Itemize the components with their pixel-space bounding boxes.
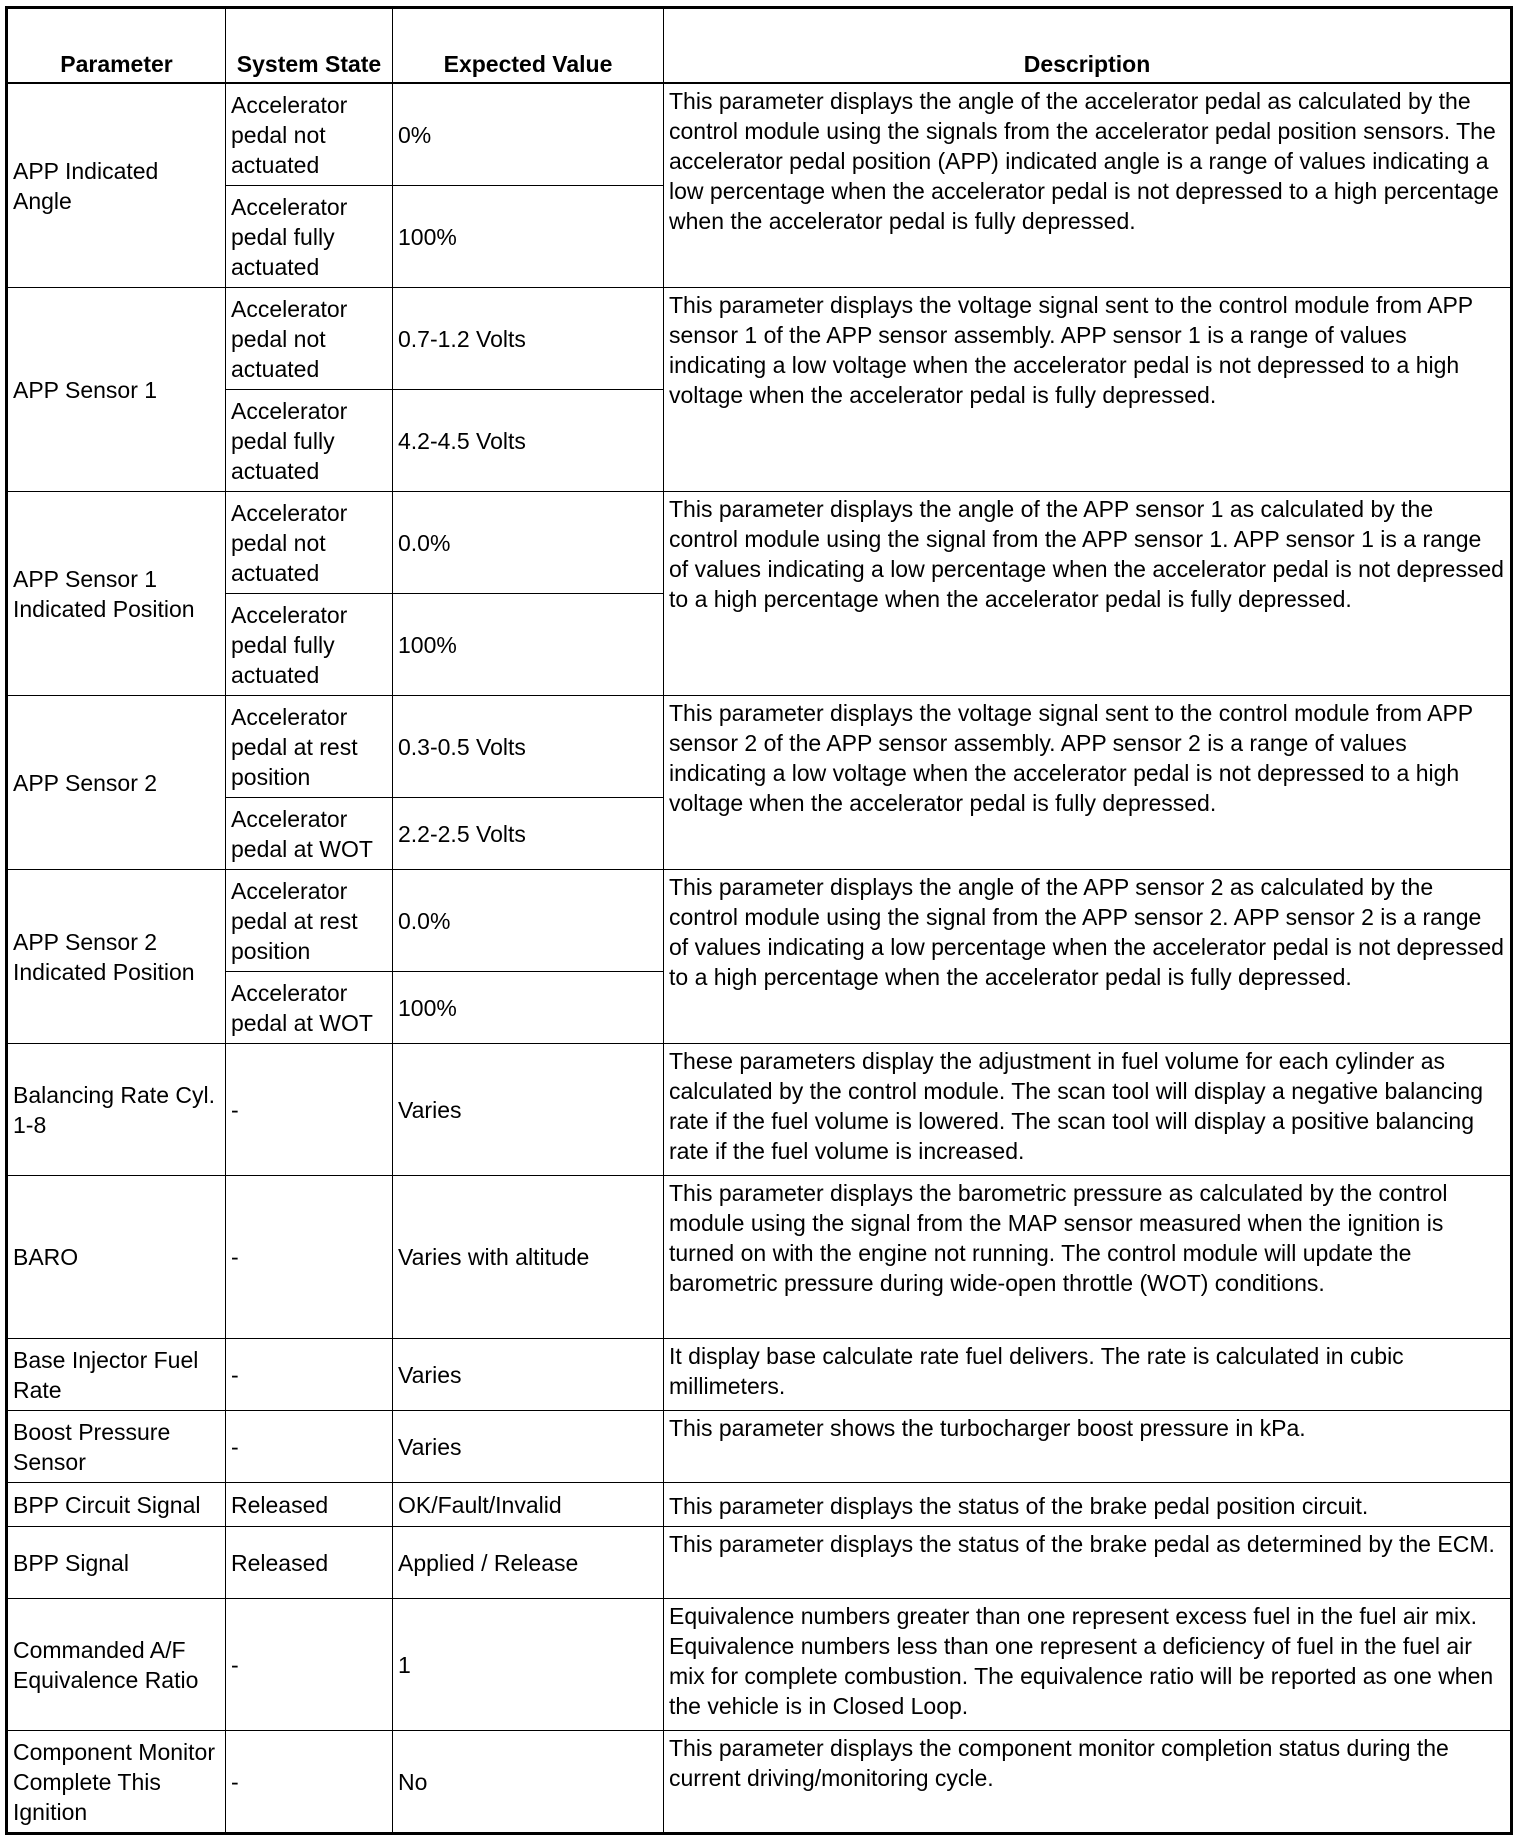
parameter-cell: APP Sensor 2 — [7, 696, 226, 870]
table-row — [7, 1044, 1512, 1176]
table-row — [7, 870, 1512, 972]
system-state-cell: - — [226, 1176, 393, 1339]
parameter-table-container — [5, 6, 1510, 1835]
parameter-cell: APP Sensor 1 Indicated Position — [7, 492, 226, 696]
expected-value-cell: 0% — [393, 83, 664, 186]
system-state-cell: Accelerator pedal at WOT — [226, 972, 393, 1044]
system-state-cell: Accelerator pedal not actuated — [226, 288, 393, 390]
expected-value-cell: 100% — [393, 594, 664, 696]
parameter-cell: Base Injector Fuel Rate — [7, 1339, 226, 1411]
expected-value-cell: 100% — [393, 186, 664, 288]
description-cell: This parameter displays the angle of the APP sensor 1 as calculated by the control module using the signal from the APP sensor 1. APP sensor 1 is a range of values indicating a low percentage when the accelerator pedal is not depressed to a high percentage when the accelerator pedal is fully depressed. — [664, 492, 1512, 696]
parameter-cell: APP Indicated Angle — [7, 83, 226, 288]
description-cell: This parameter displays the barometric pressure as calculated by the control module using the signal from the MAP sensor measured when the ignition is turned on with the engine not running. The control module will update the barometric pressure during wide-open throttle (WOT) conditions. — [664, 1176, 1512, 1339]
system-state-cell: Accelerator pedal fully actuated — [226, 186, 393, 288]
table-row — [7, 83, 1512, 186]
header-expected-value: Expected Value — [393, 8, 664, 84]
description-cell: This parameter shows the turbocharger boost pressure in kPa. — [664, 1411, 1512, 1483]
header-description: Description — [664, 8, 1512, 84]
table-row — [7, 1483, 1512, 1527]
system-state-cell: Accelerator pedal fully actuated — [226, 594, 393, 696]
description-cell: This parameter displays the voltage signal sent to the control module from APP sensor 1 of the APP sensor assembly. APP sensor 1 is a range of values indicating a low voltage when the accelerator pedal is not depressed to a high voltage when the accelerator pedal is fully depressed. — [664, 288, 1512, 492]
expected-value-cell: Varies with altitude — [393, 1176, 664, 1339]
description-cell: This parameter displays the status of the brake pedal position circuit. — [664, 1483, 1512, 1527]
expected-value-cell: 1 — [393, 1599, 664, 1731]
system-state-cell: - — [226, 1339, 393, 1411]
header-system-state: System State — [226, 8, 393, 84]
system-state-cell: Released — [226, 1483, 393, 1527]
table-row — [7, 1339, 1512, 1411]
expected-value-cell: OK/Fault/Invalid — [393, 1483, 664, 1527]
parameter-cell: Balancing Rate Cyl. 1-8 — [7, 1044, 226, 1176]
description-cell: It display base calculate rate fuel delivers. The rate is calculated in cubic millimeters. — [664, 1339, 1512, 1411]
description-cell: These parameters display the adjustment in fuel volume for each cylinder as calculated by the control module. The scan tool will display a negative balancing rate if the fuel volume is lowered. The scan tool will display a positive balancing rate if the fuel volume is increased. — [664, 1044, 1512, 1176]
description-cell: Equivalence numbers greater than one represent excess fuel in the fuel air mix. Equivalence numbers less than one represent a deficiency of fuel in the fuel air mix for complete combustion. The equivalence ratio will be reported as one when the vehicle is in Closed Loop. — [664, 1599, 1512, 1731]
parameter-cell: Boost Pressure Sensor — [7, 1411, 226, 1483]
table-row — [7, 492, 1512, 594]
parameter-table — [5, 6, 1513, 1835]
parameter-cell: APP Sensor 2 Indicated Position — [7, 870, 226, 1044]
expected-value-cell: 2.2-2.5 Volts — [393, 798, 664, 870]
system-state-cell: - — [226, 1044, 393, 1176]
system-state-cell: Accelerator pedal at WOT — [226, 798, 393, 870]
parameter-cell: APP Sensor 1 — [7, 288, 226, 492]
table-row — [7, 288, 1512, 390]
description-cell: This parameter displays the component monitor completion status during the current driving/monitoring cycle. — [664, 1731, 1512, 1834]
table-row — [7, 1411, 1512, 1483]
header-parameter: Parameter — [7, 8, 226, 84]
system-state-cell: - — [226, 1411, 393, 1483]
parameter-cell: Commanded A/F Equivalence Ratio — [7, 1599, 226, 1731]
expected-value-cell: Varies — [393, 1411, 664, 1483]
description-cell: This parameter displays the angle of the APP sensor 2 as calculated by the control module using the signal from the APP sensor 2. APP sensor 2 is a range of values indicating a low percentage when the accelerator pedal is not depressed to a high percentage when the accelerator pedal is fully depressed. — [664, 870, 1512, 1044]
system-state-cell: Accelerator pedal at rest position — [226, 870, 393, 972]
expected-value-cell: Applied / Release — [393, 1527, 664, 1599]
system-state-cell: - — [226, 1599, 393, 1731]
description-cell: This parameter displays the voltage signal sent to the control module from APP sensor 2 of the APP sensor assembly. APP sensor 2 is a range of values indicating a low voltage when the accelerator pedal is not depressed to a high voltage when the accelerator pedal is fully depressed. — [664, 696, 1512, 870]
table-row — [7, 1527, 1512, 1599]
parameter-cell: BPP Signal — [7, 1527, 226, 1599]
expected-value-cell: 0.7-1.2 Volts — [393, 288, 664, 390]
expected-value-cell: 0.0% — [393, 870, 664, 972]
expected-value-cell: No — [393, 1731, 664, 1834]
system-state-cell: Accelerator pedal at rest position — [226, 696, 393, 798]
description-cell: This parameter displays the status of the brake pedal as determined by the ECM. — [664, 1527, 1512, 1599]
system-state-cell: Accelerator pedal not actuated — [226, 83, 393, 186]
system-state-cell: - — [226, 1731, 393, 1834]
table-row — [7, 1599, 1512, 1731]
expected-value-cell: 100% — [393, 972, 664, 1044]
header-row — [7, 8, 1512, 84]
description-cell: This parameter displays the angle of the accelerator pedal as calculated by the control module using the signals from the accelerator pedal position sensors. The accelerator pedal position (APP) indicated angle is a range of values indicating a low percentage when the accelerator pedal is not depressed to a high percentage when the accelerator pedal is fully depressed. — [664, 83, 1512, 288]
expected-value-cell: 0.3-0.5 Volts — [393, 696, 664, 798]
parameter-cell: BARO — [7, 1176, 226, 1339]
table-row — [7, 696, 1512, 798]
table-row — [7, 1176, 1512, 1339]
expected-value-cell: 4.2-4.5 Volts — [393, 390, 664, 492]
expected-value-cell: Varies — [393, 1044, 664, 1176]
parameter-cell: Component Monitor Complete This Ignition — [7, 1731, 226, 1834]
system-state-cell: Accelerator pedal not actuated — [226, 492, 393, 594]
table-row — [7, 1731, 1512, 1834]
parameter-cell: BPP Circuit Signal — [7, 1483, 226, 1527]
system-state-cell: Released — [226, 1527, 393, 1599]
expected-value-cell: Varies — [393, 1339, 664, 1411]
expected-value-cell: 0.0% — [393, 492, 664, 594]
system-state-cell: Accelerator pedal fully actuated — [226, 390, 393, 492]
